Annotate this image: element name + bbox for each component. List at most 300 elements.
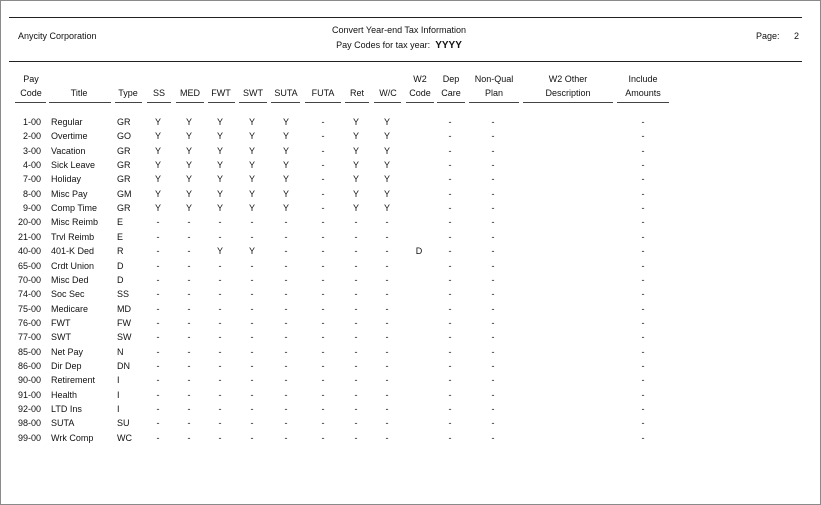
cell-fwt: - [218, 289, 222, 300]
cell-ret: - [354, 404, 358, 414]
column-header-line2: Type [118, 88, 138, 98]
cell-nonqual: - [491, 274, 495, 285]
cell-fwt: - [218, 360, 222, 371]
column-header-ret [350, 72, 364, 100]
column-header-futa [312, 72, 335, 100]
cell-nonqual: - [491, 418, 495, 429]
column-header-med [180, 72, 200, 100]
cell-fwt: - [218, 375, 222, 386]
cell-nonqual: - [491, 346, 495, 357]
cell-swt: - [250, 317, 254, 328]
cell-ss: Y [154, 117, 162, 127]
cell-code: 21-00 [17, 231, 41, 242]
cell-wc: Y [383, 145, 391, 156]
cell-ss: Y [154, 131, 162, 142]
cell-type: R [117, 246, 124, 257]
cell-depcare: - [448, 389, 452, 400]
cell-depcare: - [448, 217, 452, 228]
cell-wc: - [385, 360, 389, 371]
cell-depcare: - [448, 174, 452, 185]
cell-suta: - [284, 246, 288, 257]
cell-type: GR [117, 145, 131, 156]
cell-med: - [187, 360, 191, 371]
cell-wc: Y [383, 188, 391, 199]
cell-ss: Y [154, 160, 162, 171]
cell-fwt: Y [216, 246, 224, 257]
cell-wc: Y [383, 203, 391, 214]
column-header-line2: MED [180, 88, 200, 98]
tax-year: YYYY [435, 40, 462, 51]
cell-include: - [641, 160, 645, 171]
cell-title: 401-K Ded [51, 246, 95, 257]
cell-med: Y [185, 117, 193, 127]
cell-depcare: - [448, 404, 452, 414]
cell-code: 77-00 [17, 332, 41, 343]
cell-type: I [117, 404, 120, 414]
cell-wc: - [385, 404, 389, 414]
cell-wc: Y [383, 160, 391, 171]
report-title: Convert Year-end Tax Information [332, 25, 466, 35]
cell-futa: - [321, 274, 325, 285]
cell-type: I [117, 375, 120, 386]
cell-swt: - [250, 404, 254, 414]
cell-nonqual: - [491, 289, 495, 300]
cell-futa: - [321, 360, 325, 371]
cell-ret: Y [352, 188, 360, 199]
column-header-line2: SUTA [274, 88, 298, 98]
cell-ret: - [354, 418, 358, 429]
cell-futa: - [321, 188, 325, 199]
cell-wc: - [385, 375, 389, 386]
cell-include: - [641, 303, 645, 314]
cell-code: 98-00 [17, 418, 41, 429]
cell-futa: - [321, 418, 325, 429]
cell-ss: - [156, 317, 160, 328]
cell-ss: - [156, 231, 160, 242]
cell-include: - [641, 131, 645, 142]
cell-title: Retirement [51, 375, 96, 386]
column-header-line1 [211, 72, 231, 86]
column-header-wc [379, 72, 397, 100]
cell-code: 90-00 [17, 375, 41, 386]
column-underline [523, 102, 613, 103]
cell-suta: - [284, 317, 288, 328]
cell-title: Vacation [51, 145, 86, 156]
column-header-line1: W2 [413, 74, 427, 84]
cell-nonqual: - [491, 375, 495, 386]
column-header-line2: FUTA [311, 88, 335, 98]
column-underline [345, 102, 369, 103]
cell-code: 1-00 [22, 117, 41, 127]
cell-nonqual: - [491, 203, 495, 214]
cell-med: - [187, 260, 191, 271]
cell-code: 76-00 [17, 317, 41, 328]
cell-title: Health [51, 389, 78, 400]
cell-nonqual: - [491, 131, 495, 142]
cell-depcare: - [448, 117, 452, 127]
cell-suta: - [284, 404, 288, 414]
cell-nonqual: - [491, 174, 495, 185]
cell-title: Misc Pay [51, 188, 88, 199]
cell-title: Trvl Reimb [51, 231, 95, 242]
cell-suta: - [284, 375, 288, 386]
cell-ss: - [156, 432, 160, 443]
cell-wc: - [385, 217, 389, 228]
cell-wc: - [385, 346, 389, 357]
column-underline [115, 102, 142, 103]
column-underline [437, 102, 465, 103]
page-label: Page: [756, 31, 780, 41]
cell-fwt: - [218, 260, 222, 271]
cell-fwt: Y [216, 131, 224, 142]
cell-suta: - [284, 418, 288, 429]
cell-ss: - [156, 360, 160, 371]
cell-ss: - [156, 303, 160, 314]
cell-depcare: - [448, 375, 452, 386]
cell-ret: - [354, 260, 358, 271]
column-header-line2: Code [409, 88, 431, 98]
cell-depcare: - [448, 303, 452, 314]
top-rule [9, 17, 802, 18]
cell-depcare: - [448, 346, 452, 357]
column-header-line1: W2 Other [548, 74, 588, 84]
cell-med: Y [185, 160, 193, 171]
column-header-nonqual [475, 72, 514, 100]
column-underline [374, 102, 401, 103]
cell-suta: Y [282, 188, 290, 199]
cell-swt: - [250, 217, 254, 228]
cell-fwt: Y [216, 203, 224, 214]
cell-suta: - [284, 260, 288, 271]
cell-med: - [187, 274, 191, 285]
cell-suta: - [284, 360, 288, 371]
cell-futa: - [321, 317, 325, 328]
cell-include: - [641, 375, 645, 386]
cell-nonqual: - [491, 432, 495, 443]
column-header-w2desc [545, 72, 590, 100]
cell-med: Y [185, 145, 193, 156]
cell-med: - [187, 231, 191, 242]
column-underline [305, 102, 341, 103]
cell-depcare: - [448, 188, 452, 199]
cell-nonqual: - [491, 246, 495, 257]
column-underline [406, 102, 434, 103]
column-header-type [118, 72, 138, 100]
cell-ss: - [156, 346, 160, 357]
cell-code: 99-00 [17, 432, 41, 443]
cell-include: - [641, 260, 645, 271]
cell-nonqual: - [491, 117, 495, 127]
column-header-line2: W/C [379, 88, 397, 98]
cell-futa: - [321, 131, 325, 142]
cell-code: 85-00 [17, 346, 41, 357]
cell-suta: - [284, 346, 288, 357]
cell-ret: Y [352, 145, 360, 156]
cell-ss: - [156, 332, 160, 343]
cell-fwt: - [218, 346, 222, 357]
cell-code: 92-00 [17, 404, 41, 414]
cell-suta: Y [282, 203, 290, 214]
cell-type: N [117, 346, 124, 357]
cell-depcare: - [448, 145, 452, 156]
cell-wc: - [385, 274, 389, 285]
cell-med: - [187, 389, 191, 400]
column-header-line2: SS [152, 88, 166, 98]
cell-wc: - [385, 303, 389, 314]
cell-title: Sick Leave [51, 160, 96, 171]
cell-nonqual: - [491, 145, 495, 156]
cell-suta: Y [282, 174, 290, 185]
cell-nonqual: - [491, 160, 495, 171]
column-header-line1 [71, 72, 88, 86]
cell-code: 20-00 [17, 217, 41, 228]
cell-depcare: - [448, 231, 452, 242]
cell-swt: Y [248, 246, 256, 257]
report-subtitle [336, 40, 462, 51]
cell-depcare: - [448, 432, 452, 443]
cell-nonqual: - [491, 217, 495, 228]
cell-wc: - [385, 332, 389, 343]
cell-nonqual: - [491, 260, 495, 271]
column-underline [15, 102, 46, 103]
cell-ret: Y [352, 131, 360, 142]
cell-ss: - [156, 289, 160, 300]
cell-suta: - [284, 332, 288, 343]
cell-title: Soc Sec [51, 289, 85, 300]
column-header-line2: Title [70, 88, 88, 98]
cell-med: - [187, 418, 191, 429]
cell-type: SU [117, 418, 130, 429]
cell-fwt: - [218, 332, 222, 343]
cell-suta: - [284, 432, 288, 443]
cell-futa: - [321, 145, 325, 156]
cell-code: 65-00 [17, 260, 41, 271]
cell-med: - [187, 346, 191, 357]
column-header-include [625, 72, 661, 100]
cell-depcare: - [448, 274, 452, 285]
cell-depcare: - [448, 332, 452, 343]
cell-include: - [641, 317, 645, 328]
cell-med: - [187, 317, 191, 328]
column-header-line2: Description [545, 88, 591, 98]
column-underline [208, 102, 235, 103]
cell-include: - [641, 117, 645, 127]
cell-type: I [117, 389, 120, 400]
cell-include: - [641, 145, 645, 156]
cell-fwt: - [218, 274, 222, 285]
column-underline [271, 102, 300, 103]
cell-ss: - [156, 418, 160, 429]
cell-include: - [641, 217, 645, 228]
cell-suta: - [284, 389, 288, 400]
cell-title: Crdt Union [51, 260, 95, 271]
cell-include: - [641, 360, 645, 371]
cell-code: 9-00 [22, 203, 41, 214]
column-header-line1 [153, 72, 165, 86]
cell-code: 3-00 [22, 145, 41, 156]
cell-futa: - [321, 303, 325, 314]
cell-ret: - [354, 303, 358, 314]
cell-title: Comp Time [51, 203, 98, 214]
cell-wc: - [385, 432, 389, 443]
cell-swt: - [250, 346, 254, 357]
cell-ss: - [156, 246, 160, 257]
cell-fwt: - [218, 303, 222, 314]
cell-fwt: Y [216, 160, 224, 171]
cell-swt: Y [248, 188, 256, 199]
cell-depcare: - [448, 131, 452, 142]
cell-include: - [641, 432, 645, 443]
cell-nonqual: - [491, 389, 495, 400]
cell-include: - [641, 332, 645, 343]
cell-wc: Y [383, 117, 391, 127]
column-header-line1 [243, 72, 263, 86]
cell-depcare: - [448, 160, 452, 171]
cell-suta: Y [282, 131, 290, 142]
cell-title: FWT [51, 317, 71, 328]
cell-ss: - [156, 260, 160, 271]
column-underline [147, 102, 171, 103]
cell-swt: - [250, 303, 254, 314]
cell-type: SS [117, 289, 130, 300]
cell-swt: - [250, 289, 254, 300]
cell-type: GR [117, 117, 131, 127]
cell-futa: - [321, 375, 325, 386]
cell-title: Regular [51, 117, 83, 127]
cell-futa: - [321, 389, 325, 400]
cell-depcare: - [448, 360, 452, 371]
cell-fwt: - [218, 432, 222, 443]
cell-swt: - [250, 389, 254, 400]
cell-ret: Y [352, 203, 360, 214]
cell-futa: - [321, 217, 325, 228]
column-header-line2: SWT [243, 88, 263, 98]
column-header-ss [153, 72, 165, 100]
cell-fwt: - [218, 317, 222, 328]
cell-ret: Y [352, 174, 360, 185]
cell-ret: - [354, 389, 358, 400]
cell-ss: - [156, 404, 160, 414]
cell-nonqual: - [491, 188, 495, 199]
column-header-line2: FWT [211, 88, 231, 98]
cell-suta: Y [282, 145, 290, 156]
cell-wc: - [385, 389, 389, 400]
column-header-line1 [312, 72, 335, 86]
cell-depcare: - [448, 260, 452, 271]
cell-suta: - [284, 274, 288, 285]
column-header-line2: Plan [484, 88, 503, 98]
cell-wc: - [385, 246, 389, 257]
cell-include: - [641, 174, 645, 185]
column-header-title [71, 72, 88, 100]
cell-med: - [187, 375, 191, 386]
cell-title: Overtime [51, 131, 88, 142]
cell-title: Misc Reimb [51, 217, 99, 228]
cell-fwt: Y [216, 145, 224, 156]
header-rule [9, 61, 802, 62]
cell-ss: - [156, 375, 160, 386]
cell-type: GR [117, 174, 131, 185]
cell-ret: - [354, 360, 358, 371]
cell-ret: - [354, 217, 358, 228]
cell-depcare: - [448, 203, 452, 214]
cell-swt: - [250, 418, 254, 429]
cell-ss: Y [154, 174, 162, 185]
column-underline [176, 102, 204, 103]
cell-med: Y [185, 131, 193, 142]
cell-include: - [641, 418, 645, 429]
column-underline [469, 102, 519, 103]
cell-swt: - [250, 231, 254, 242]
cell-med: Y [185, 188, 193, 199]
company-name: Anycity Corporation [18, 31, 97, 41]
cell-swt: - [250, 332, 254, 343]
cell-include: - [641, 231, 645, 242]
cell-code: 75-00 [17, 303, 41, 314]
cell-ss: - [156, 389, 160, 400]
cell-futa: - [321, 160, 325, 171]
cell-med: - [187, 246, 191, 257]
cell-swt: - [250, 260, 254, 271]
cell-ss: - [156, 274, 160, 285]
cell-ss: - [156, 217, 160, 228]
cell-code: 40-00 [17, 246, 41, 257]
cell-futa: - [321, 117, 325, 127]
cell-futa: - [321, 260, 325, 271]
column-header-line1 [180, 72, 200, 86]
cell-suta: - [284, 289, 288, 300]
cell-swt: Y [248, 203, 256, 214]
cell-med: Y [185, 174, 193, 185]
cell-nonqual: - [491, 360, 495, 371]
cell-futa: - [321, 246, 325, 257]
cell-type: GR [117, 203, 131, 214]
cell-swt: Y [248, 117, 256, 127]
column-header-fwt [211, 72, 231, 100]
cell-include: - [641, 346, 645, 357]
cell-suta: Y [282, 117, 290, 127]
cell-type: GM [117, 188, 132, 199]
cell-med: - [187, 303, 191, 314]
column-header-line2: Care [441, 88, 461, 98]
cell-depcare: - [448, 317, 452, 328]
cell-title: LTD Ins [51, 404, 82, 414]
column-header-line1 [118, 72, 138, 86]
cell-futa: - [321, 432, 325, 443]
cell-swt: Y [248, 174, 256, 185]
cell-title: Net Pay [51, 346, 84, 357]
column-header-suta [274, 72, 297, 100]
cell-code: 74-00 [17, 289, 41, 300]
cell-med: - [187, 404, 191, 414]
cell-ret: - [354, 246, 358, 257]
column-header-line1: Pay [23, 74, 39, 84]
cell-depcare: - [448, 289, 452, 300]
cell-code: 91-00 [17, 389, 41, 400]
cell-include: - [641, 389, 645, 400]
cell-title: Holiday [51, 174, 82, 185]
column-header-swt [243, 72, 263, 100]
cell-code: 7-00 [22, 174, 41, 185]
cell-depcare: - [448, 418, 452, 429]
column-header-line1: Include [628, 74, 658, 84]
column-header-w2code [409, 72, 431, 100]
column-header-line2: Amounts [625, 88, 661, 98]
cell-futa: - [321, 404, 325, 414]
cell-ss: Y [154, 145, 162, 156]
cell-fwt: Y [216, 117, 224, 127]
cell-type: GR [117, 160, 131, 171]
